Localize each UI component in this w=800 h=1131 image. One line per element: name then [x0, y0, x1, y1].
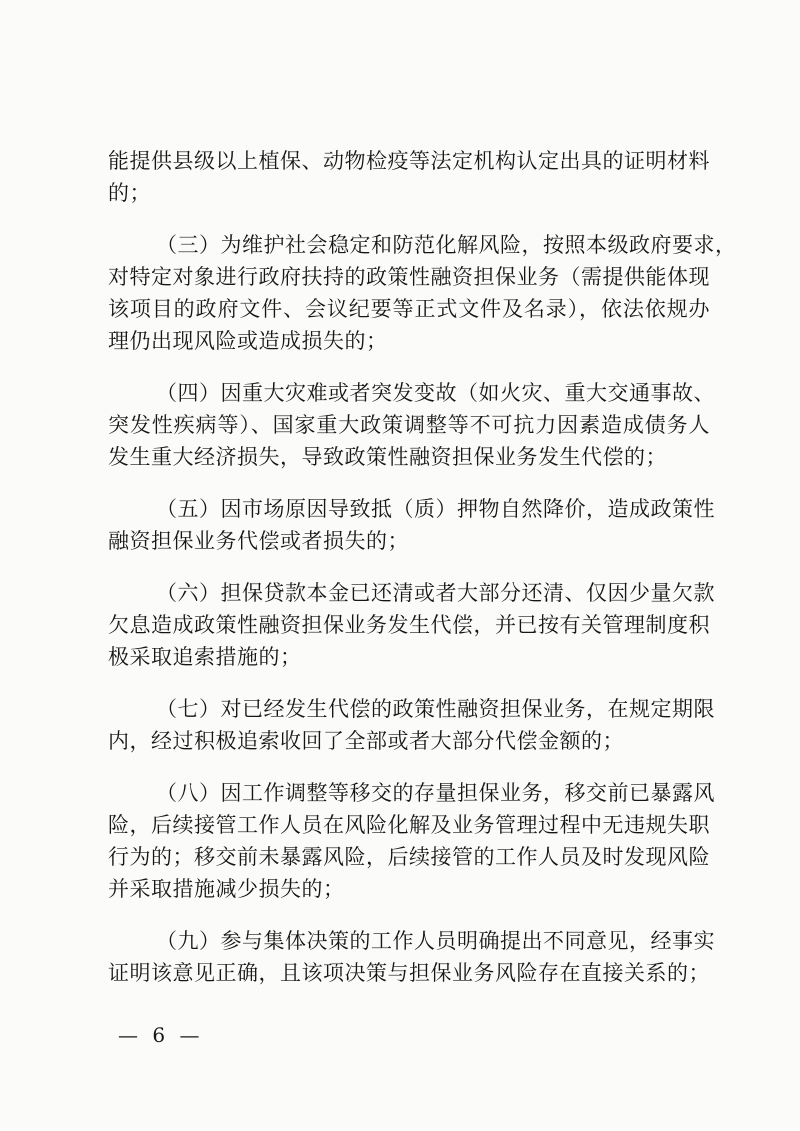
text-line: （八）因工作调整等移交的存量担保业务，移交前已暴露风: [156, 781, 715, 805]
text-line: 突发性疾病等）、国家重大政策调整等不可抗力因素造成债务人: [108, 413, 710, 437]
text-line: （六）担保贷款本金已还清或者大部分还清、仅因少量欠款: [156, 581, 715, 605]
text-line: 并采取措施减少损失的；: [108, 877, 345, 901]
text-line: 内，经过积极追索收回了全部或者大部分代偿金额的；: [108, 729, 624, 753]
text-line: 对特定对象进行政府扶持的政策性融资担保业务（需提供能体现: [108, 265, 710, 289]
paragraph-continuation: [108, 145, 710, 209]
page-number: — 6 —: [118, 1023, 204, 1047]
text-line: 融资担保业务代偿或者损失的；: [108, 529, 409, 553]
text-line: （三）为维护社会稳定和防范化解风险，按照本级政府要求，: [156, 233, 737, 257]
text-line: 证明该意见正确，且该项决策与担保业务风险存在直接关系的；: [108, 961, 710, 985]
text-line: 行为的；移交前未暴露风险，后续接管的工作人员及时发现风险: [108, 845, 710, 869]
paragraph-item-9: [108, 925, 715, 989]
text-line: 该项目的政府文件、会议纪要等正式文件及名录），依法依规办: [108, 297, 710, 321]
text-line: 极采取追索措施的；: [108, 645, 302, 669]
paragraph-item-8: [108, 777, 715, 905]
text-line: 险，后续接管工作人员在风险化解及业务管理过程中无违规失职: [108, 813, 710, 837]
text-line: 能提供县级以上植保、动物检疫等法定机构认定出具的证明材料: [108, 149, 710, 173]
text-line: （七）对已经发生代偿的政策性融资担保业务，在规定期限: [156, 697, 715, 721]
paragraph-item-3: [108, 229, 737, 357]
paragraph-item-5: [108, 493, 715, 557]
text-line: 发生重大经济损失，导致政策性融资担保业务发生代偿的；: [108, 445, 667, 469]
document-body: [108, 145, 737, 989]
text-line: 欠息造成政策性融资担保业务发生代偿，并已按有关管理制度积: [108, 613, 710, 637]
text-line: （五）因市场原因导致抵（质）押物自然降价，造成政策性: [156, 497, 715, 521]
paragraph-item-4: [108, 377, 715, 473]
text-line: （九）参与集体决策的工作人员明确提出不同意见，经事实: [156, 929, 715, 953]
paragraph-item-6: [108, 577, 715, 673]
text-line: （四）因重大灾难或者突发变故（如火灾、重大交通事故、: [156, 381, 715, 405]
paragraph-item-7: [108, 693, 715, 757]
text-line: 理仍出现风险或造成损失的；: [108, 329, 388, 353]
text-line: 的；: [108, 181, 151, 205]
